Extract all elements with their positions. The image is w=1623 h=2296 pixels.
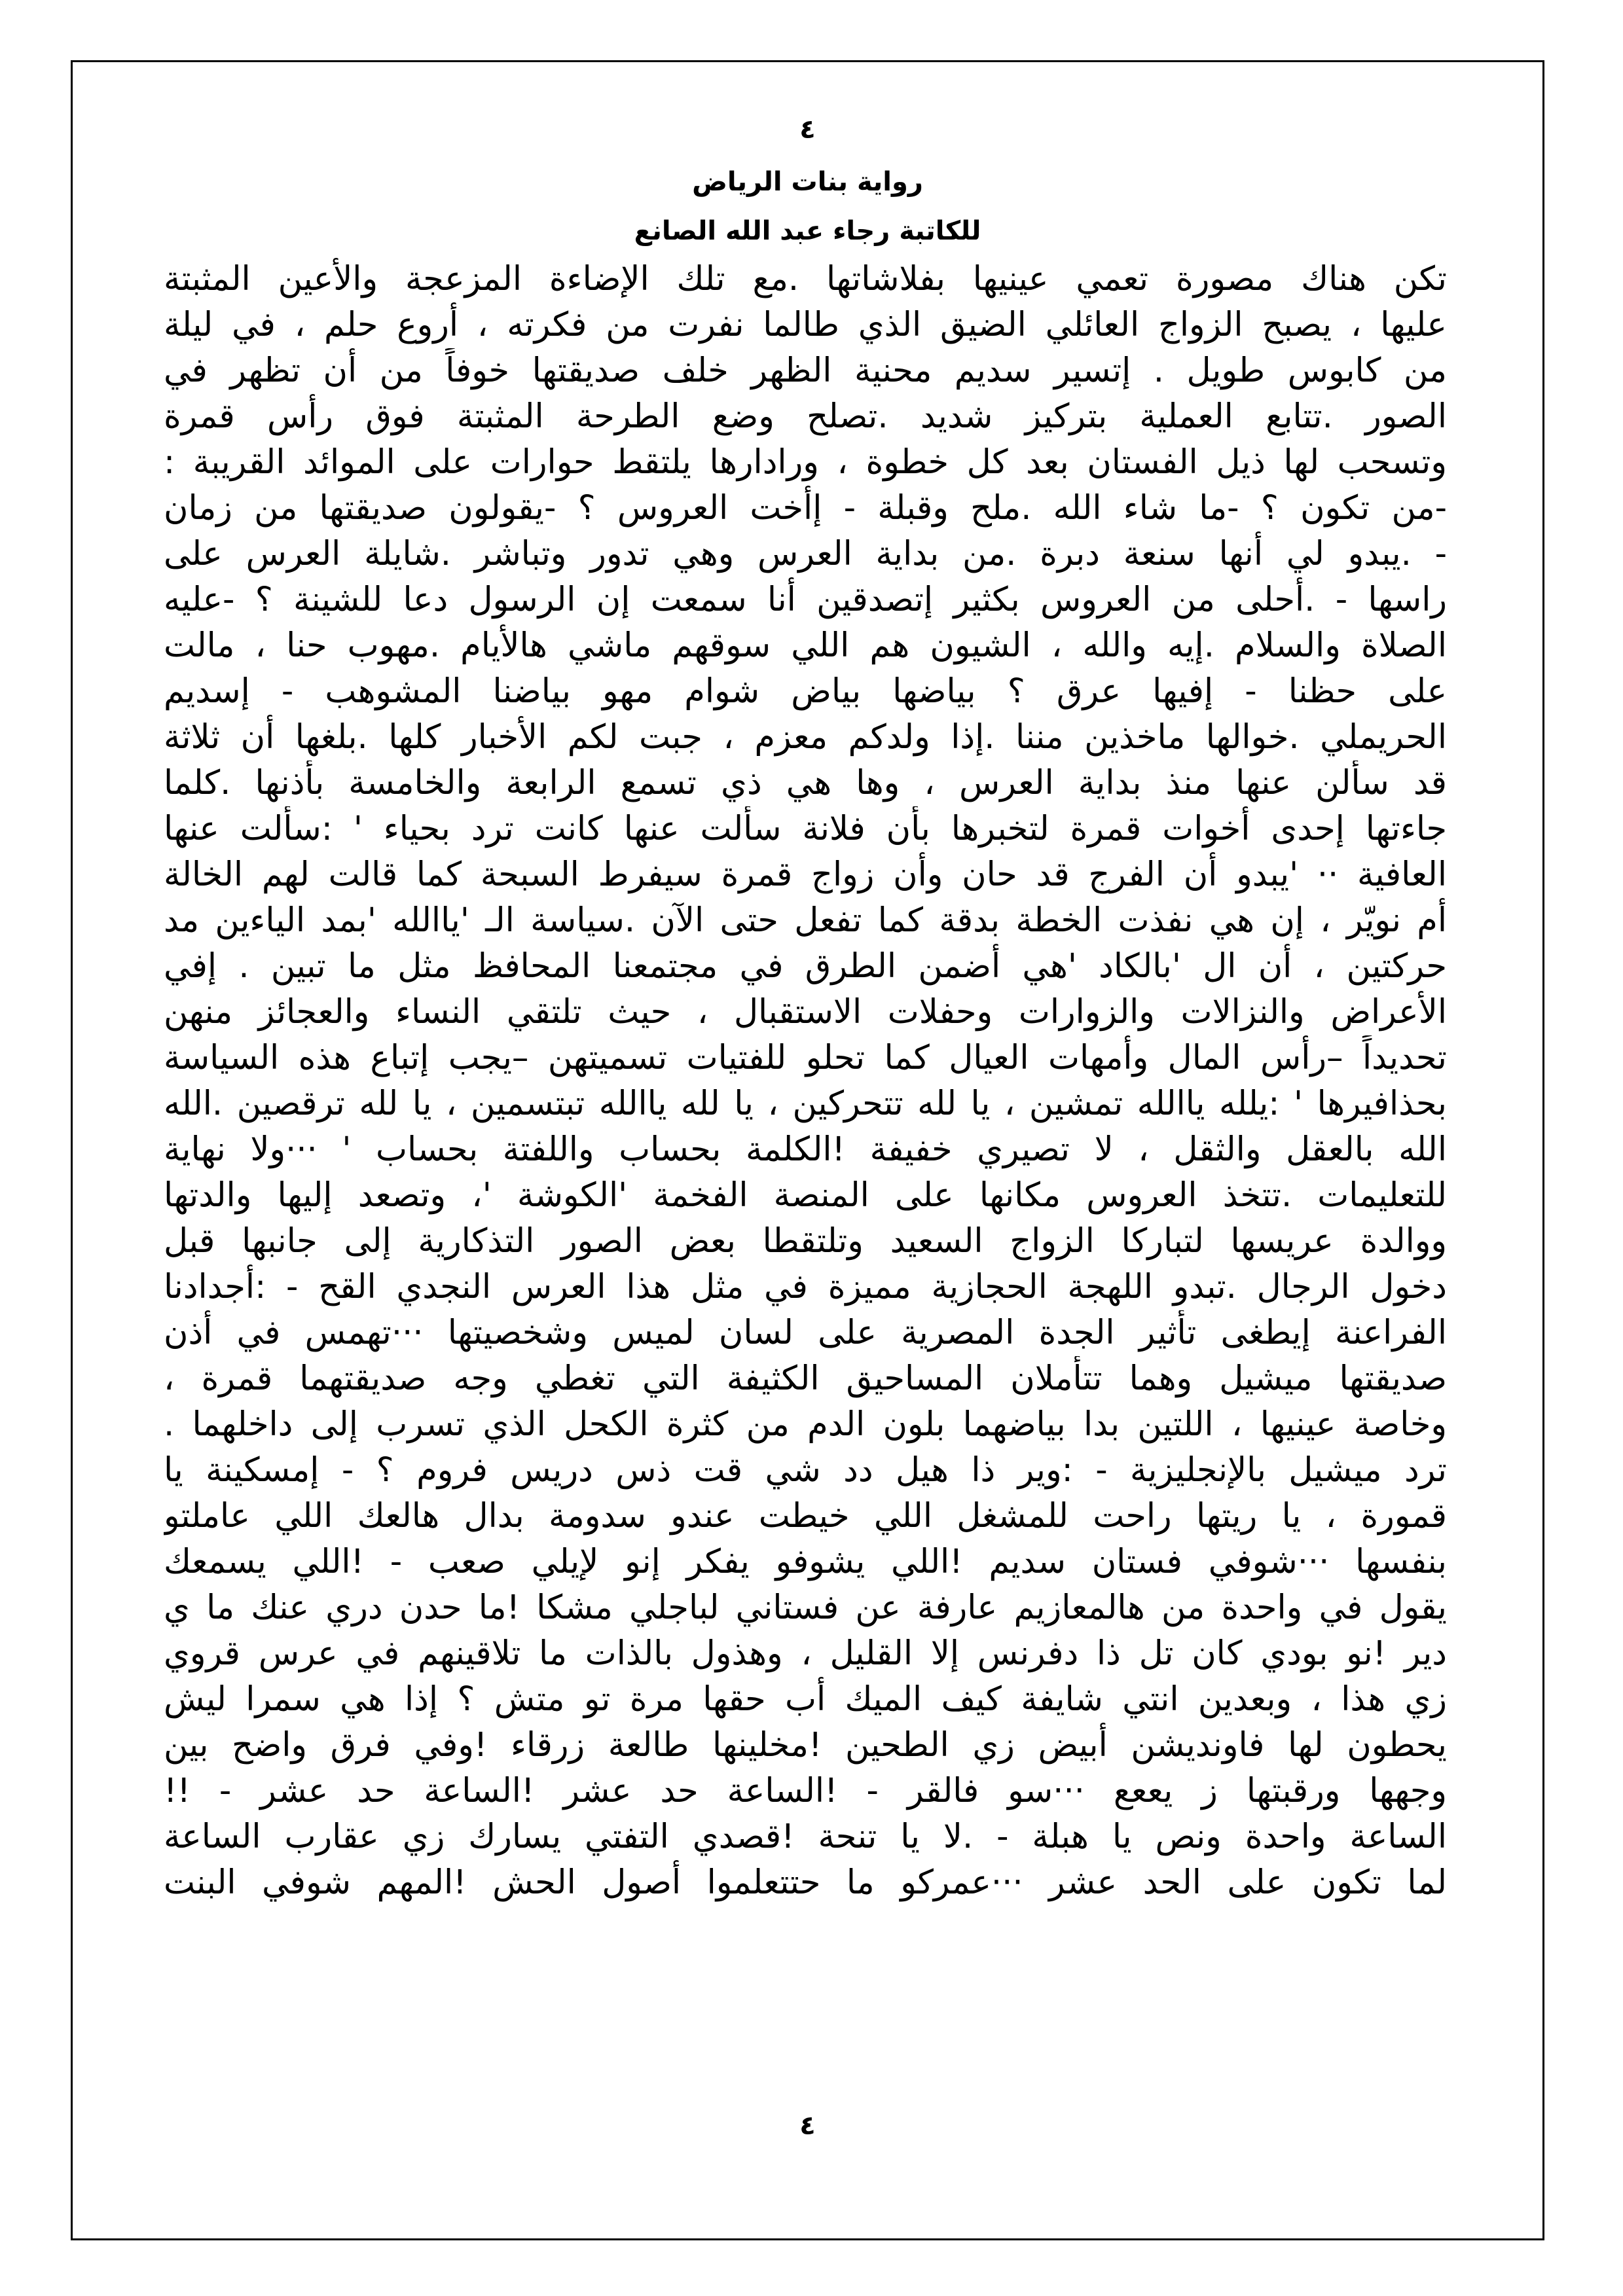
text-line: حركتين ، أن ال 'بالكاد 'هي أضمن الطرق في مجتمعنا المحافظ مثل ما تبين . إفي [164, 947, 1447, 986]
text-line: تكن هناك مصورة تعمي عينيها بفلاشاتها .مع تلك الإضاءة المزعجة والأعين المثبتة [164, 260, 1447, 298]
text-line: وتسحب لها ذيل الفستان بعد كل خطوة ، ورادارها يلتقط حوارات على الموائد القريبة : [164, 443, 1447, 482]
page-number-bottom: ٤ [799, 2111, 816, 2141]
page-number-top: ٤ [799, 115, 816, 145]
text-line: على حظنا - إفيها عرق ؟ بياضها بياض شوام مهو بياضنا المشوهب - إسديم [164, 672, 1447, 711]
text-line: الأعراض والنزالات والزوارات وحفلات الاستقبال ، حيث تلتقي النساء والعجائز منهن [164, 993, 1447, 1031]
text-line: لما تكون على الحد عشر ···عمركو ما حتتعلموا أصول الحش !المهم شوفي البنت [164, 1863, 1447, 1902]
text-line: وجهها ورقبتها ز يععع ···سو فالقر - !الساعة حد عشر !الساعة حد عشر - !! [164, 1772, 1447, 1810]
text-line: يحطون لها فاونديشن أبيض زي الطحين !مخلينها طالعة زرقاء !وفي فرق واضح بين [164, 1726, 1447, 1765]
text-line: الصور .تتابع العملية بتركيز شديد .تصلح وضع الطرحة المثبتة فوق رأس قمرة [164, 397, 1447, 436]
text-line: الحريملي .خوالها ماخذين مننا .إذا ولدكم معزم ، جبت لكم الأخبار كلها .بلغها أن ثلاثة [164, 718, 1447, 757]
text-line: أم نويّر ، إن هي نفذت الخطة بدقة كما تفعل حتى الآن .سياسة الـ 'ياالله 'بمد الياءين مد [164, 901, 1447, 940]
text-line: جاءتها إحدى أخوات قمرة لتخبرها بأن فلانة سألت عنها كانت ترد بحياء ' :سألت عنها [164, 810, 1447, 848]
text-line: العافية ·· 'يبدو أن الفرج قد حان وأن زواج قمرة سيفرط السبحة كما قالت لهم الخالة [164, 855, 1447, 894]
text-line: دخول الرجال .تبدو اللهجة الحجازية مميزة في مثل هذا العرس النجدي القح - :أجدادنا [164, 1268, 1447, 1306]
text-line: الصلاة والسلام .إيه والله ، الشيون هم اللي سوقهم ماشي هالأيام .مهوب حنا ، مالت [164, 626, 1447, 665]
text-line: للتعليمات .تتخذ العروس مكانها على المنصة الفخمة 'الكوشة '، وتصعد إليها والدتها [164, 1176, 1447, 1215]
text-line: زي هذا ، وبعدين انتي شايفة كيف الميك أب حقها مرة تو متش ؟ إذا هي سمرا ليش [164, 1680, 1447, 1719]
author-line: للكاتبة رجاء عبد الله الصانع [634, 216, 981, 246]
text-line: راسها - .أحلى من العروس بكثير إتصدقين أنا سمعت إن الرسول دعا للشينة ؟ -عليه [164, 581, 1447, 619]
text-line: الفراعنة إيطغى تأثير الجدة المصرية على لسان لميس وشخصيتها ···تهمس في أذن [164, 1314, 1447, 1352]
body-text [164, 257, 1447, 1906]
text-line: قد سألن عنها منذ بداية العرس ، وها هي ذي تسمع الرابعة والخامسة بأذنها .كلما [164, 764, 1447, 802]
text-line: تحديداً –رأس المال وأمهات العيال كما تحلو للفتيات تسميتهن –يجب إتباع هذه السياسة [164, 1039, 1447, 1077]
text-line: بحذافيرها ' :يلله ياالله تمشين ، يا لله تتحركين ، يا لله ياالله تبتسمين ، يا لله ترقصين .الله [164, 1085, 1447, 1123]
novel-title: رواية بنات الرياض [692, 167, 923, 197]
text-line: وخاصة عينيها ، اللتين بدا بياضهما بلون الدم من كثرة الكحل الذي تسرب إلى داخلهما . [164, 1405, 1447, 1444]
text-line: عليها ، يصبح الزواج العائلي الضيق الذي طالما نفرت من فكرته ، أروع حلم ، في ليلة [164, 306, 1447, 344]
text-line: -من تكون ؟ -ما شاء الله .ملح وقبلة - إأخت العروس ؟ -يقولون صديقتها من زمان [164, 489, 1447, 528]
text-line: من كابوس طويل . إتسير سديم محنية الظهر خلف صديقتها خوفاً من أن تظهر في [164, 351, 1447, 390]
text-line: الله بالعقل والثقل ، لا تصيري خفيفة !الكلمة بحساب واللفتة بحساب ' ···ولا نهاية [164, 1130, 1447, 1169]
text-line: دير !نو بودي كان تل ذا دفرنس إلا القليل ، وهذول بالذات ما تلاقينهم في عرس قروي [164, 1634, 1447, 1673]
text-line: صديقتها ميشيل وهما تتأملان المساحيق الكثيفة التي تغطي وجه صديقتهما قمرة ، [164, 1359, 1447, 1398]
text-line: - .يبدو لي أنها سنعة دبرة .من بداية العرس وهي تدور وتباشر .شايلة العرس على [164, 535, 1447, 573]
text-line: الساعة واحدة ونص يا هبلة - .لا يا تنحة !قصدي التفتي يسارك زي عقارب الساعة [164, 1818, 1447, 1856]
text-line: يقول في واحدة من هالمعازيم عارفة عن فستاني لباجلي مشكا !ما حدن دري عنك ما ي [164, 1588, 1447, 1627]
text-line: قمورة ، يا ريتها راحت للمشغل اللي خيطت عندو سدومة بدال هالعك اللي عاملتو [164, 1497, 1447, 1535]
text-line: بنفسها ···شوفي فستان سديم !اللي يشوفو يفكر إنو لإيلي صعب - !اللي يسمعك [164, 1543, 1447, 1581]
text-line: ترد ميشيل بالإنجليزية - :وير ذا هيل دد شي قت ذس دريس فروم ؟ - إمسكينة يا [164, 1451, 1447, 1490]
text-line: ووالدة عريسها لتباركا الزواج السعيد وتلتقطا بعض الصور التذكارية إلى جانبها قبل [164, 1222, 1447, 1261]
